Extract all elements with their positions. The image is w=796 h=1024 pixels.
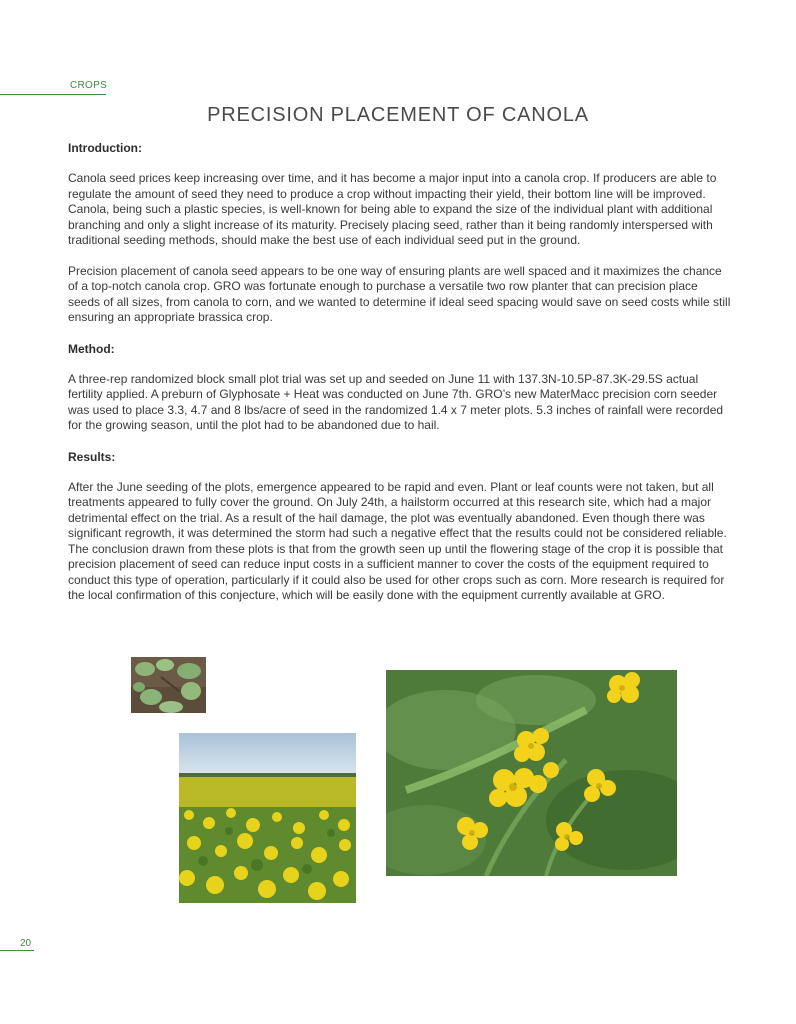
article-body bbox=[68, 140, 732, 619]
introduction-paragraph-2: Precision placement of canola seed appears to be one way of ensuring plants are well spaced and it maximizes the chance of a top-notch canola crop. GRO was fortunate enough to purchase a versatile two row planter that can precision place seeds of all sizes, from canola to corn, and we wanted to determine if ideal seed spacing would save on seed costs while still ensuring an appropriate brassica crop. bbox=[68, 263, 731, 324]
introduction-paragraph-1: Canola seed prices keep increasing over time, and it has become a major input into a canola crop. If producers are able to regulate the amount of seed they need to produce a crop without impacting their yield, their bottom line will be improved. Canola, being such a plastic species, is well-known for being able to expand the size of the individual plant with additional branching and only a slight increase of its maturity. Precisely placing seed, rather than it being randomly interspersed with traditional seeding methods, should make the best use of each individual seed put in the ground. bbox=[68, 171, 717, 247]
section-divider bbox=[0, 94, 106, 95]
footer-divider bbox=[0, 950, 34, 951]
canola-flowers-closeup-photo bbox=[386, 670, 677, 876]
canola-field-photo bbox=[179, 733, 356, 903]
results-heading: Results: bbox=[68, 449, 116, 464]
canola-seedlings-photo bbox=[131, 657, 206, 713]
method-heading: Method: bbox=[68, 341, 115, 356]
page-title: PRECISION PLACEMENT OF CANOLA bbox=[207, 104, 589, 126]
results-paragraph: After the June seeding of the plots, emergence appeared to be rapid and even. Plant or leaf counts were not taken, but all treatments appeared to fully cover the ground. On July 24th, a hailstorm occurred at this research site, which had a major detrimental effect on the trial. As a result of the hail damage, the plot was eventually abandoned. Even though there was significant regrowth, it was determined the storm had such a negative effect that the results could not be considered reliable. The conclusion drawn from these plots is that from the growth seen up until the flowering stage of the crop it is possible that precision placement of seed can reduce input costs in a sufficient manner to cover the costs of the equipment required to conduct this type of operation, particularly if it could also be used for other crops such as corn. More research is required for the local confirmation of this conjecture, which will be easily done with the equipment currently available at GRO. bbox=[68, 479, 727, 602]
introduction-heading: Introduction: bbox=[68, 141, 142, 155]
method-paragraph: A three-rep randomized block small plot trial was set up and seeded on June 11 with 137.3N-10.5P-87.3K-29.5S actual fertility applied. A preburn of Glyphosate + Heat was conducted on June 7th. GRO’s new MaterMacc precision corn seeder was used to place 3.3, 4.7 and 8 lbs/acre of seed in the randomized 1.4 x 7 meter plots. 5.3 inches of rainfall were recorded for the growing season, until the plot had to be abandoned due to hail. bbox=[68, 371, 724, 432]
section-tag: CROPS bbox=[70, 80, 108, 91]
page-number: 20 bbox=[20, 938, 32, 949]
